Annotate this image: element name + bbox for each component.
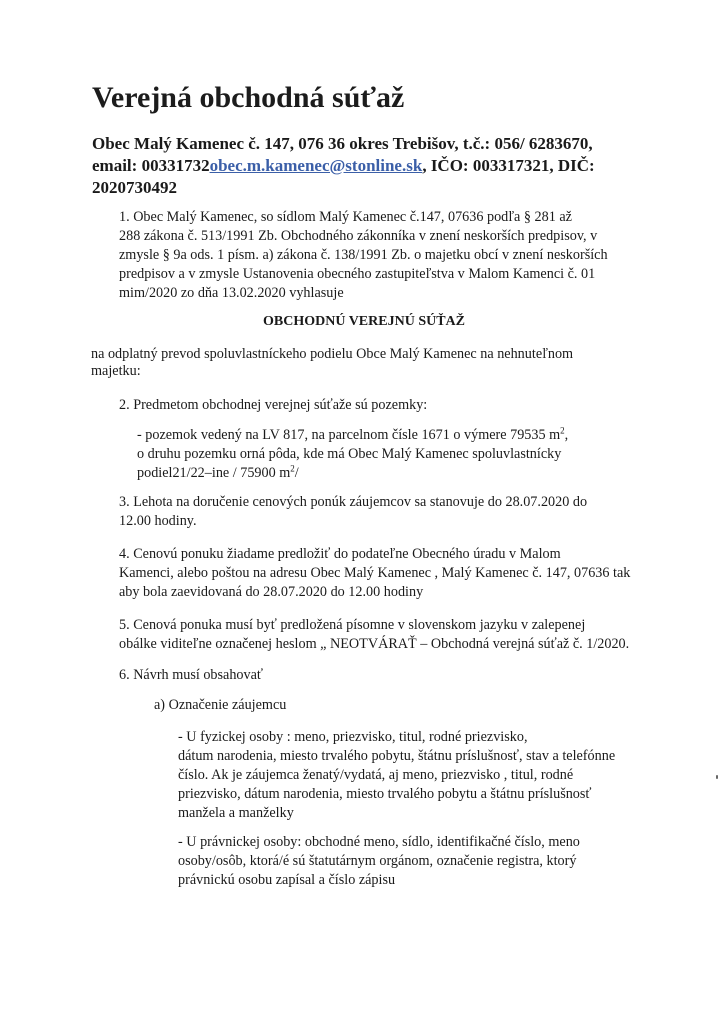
p2-item-line-1: [137, 426, 568, 445]
document-title: Verejná obchodná súťaž: [92, 81, 405, 114]
fyz-line-2: dátum narodenia, miesto trvalého pobytu, štátnu príslušnosť, stav a telefónne: [178, 748, 616, 764]
p2-item-text: - pozemok vedený na LV 817, na parcelnom čísle 1671 o výmere 79535 m: [137, 427, 561, 443]
header-ids: , IČO: 003317321, DIČ:: [422, 156, 595, 175]
p3-line-1: 3. Lehota na doručenie cenových ponúk záujemcov sa stanovuje do 28.07.2020 do: [119, 494, 588, 510]
fyz-line-3: číslo. Ak je záujemca ženatý/vydatá, aj meno, priezvisko , titul, rodné: [178, 767, 574, 783]
p5-line-2: obálke viditeľne označenej heslom „ NEOTVÁRAŤ – Obchodná verejná súťaž č. 1/2020.: [119, 636, 630, 652]
header-line-3: 2020730492: [92, 178, 177, 197]
intro-line-2: majetku:: [91, 363, 141, 379]
p5-line-1: 5. Cenová ponuka musí byť predložená písomne v slovenskom jazyku v zalepenej: [119, 617, 586, 633]
section-heading: OBCHODNÚ VEREJNÚ SÚŤAŽ: [263, 314, 465, 329]
p2-item-line-3: [137, 464, 299, 483]
p3-line-2: 12.00 hodiny.: [119, 513, 197, 529]
p2-item-share: podiel21/22–ine / 75900 m: [137, 465, 291, 481]
p1-line-1: 1. Obec Malý Kamenec, so sídlom Malý Kamenec č.147, 07636 podľa § 281 až: [119, 209, 572, 225]
superscript: 2: [560, 425, 565, 436]
p1-line-4: predpisov a v zmysle Ustanovenia obecného zastupiteľstva v Malom Kamenci č. 01: [119, 266, 596, 282]
p1-line-3: zmysle § 9a ods. 1 písm. a) zákona č. 138/1991 Zb. o majetku obcí v znení neskorších: [119, 247, 608, 263]
fyz-line-4: priezvisko, dátum narodenia, miesto trvalého pobytu a štátnu príslušnosť: [178, 786, 592, 802]
fyz-line-1: - U fyzickej osoby : meno, priezvisko, titul, rodné priezvisko,: [178, 729, 528, 745]
prav-line-2: osoby/osôb, ktorá/é sú štatutárnym orgánom, označenie registra, ktorý: [178, 853, 577, 869]
p2-item-slash: /: [294, 465, 299, 481]
p4-line-1: 4. Cenovú ponuku žiadame predložiť do podateľne Obecného úradu v Malom: [119, 546, 561, 562]
prav-line-3: právnickú osobu zapísal a číslo zápisu: [178, 872, 396, 888]
p1-line-5: mim/2020 zo dňa 13.02.2020 vyhlasuje: [119, 285, 344, 301]
scan-speck: [716, 775, 718, 779]
superscript: 2: [290, 463, 295, 474]
fyz-line-5: manžela a manželky: [178, 805, 294, 821]
p2-item-line-2: o druhu pozemku orná pôda, kde má Obec Malý Kamenec spoluvlastnícky: [137, 446, 562, 462]
p2-line: 2. Predmetom obchodnej verejnej súťaže sú pozemky:: [119, 397, 428, 413]
p6-line: 6. Návrh musí obsahovať: [119, 667, 263, 683]
p2-item-comma: ,: [564, 427, 569, 443]
prav-line-1: - U právnickej osoby: obchodné meno, sídlo, identifikačné číslo, meno: [178, 834, 580, 850]
p4-line-2: Kamenci, alebo poštou na adresu Obec Malý Kamenec , Malý Kamenec č. 147, 07636 tak: [119, 565, 631, 581]
email-link[interactable]: obec.m.kamenec@stonline.sk: [209, 156, 423, 175]
header-email-prefix: email: 00331732: [92, 156, 210, 175]
p1-line-2: 288 zákona č. 513/1991 Zb. Obchodného zákonníka v znení neskorších predpisov, v: [119, 228, 598, 244]
header-line-1: Obec Malý Kamenec č. 147, 076 36 okres Trebišov, t.č.: 056/ 6283670,: [92, 134, 593, 153]
p4-line-3: aby bola zaevidovaná do 28.07.2020 do 12.00 hodiny: [119, 584, 424, 600]
header-line-2: [92, 155, 595, 177]
intro-line-1: na odplatný prevod spoluvlastníckeho podielu Obce Malý Kamenec na nehnuteľnom: [91, 346, 574, 362]
p6a-line: a) Označenie záujemcu: [154, 697, 287, 713]
